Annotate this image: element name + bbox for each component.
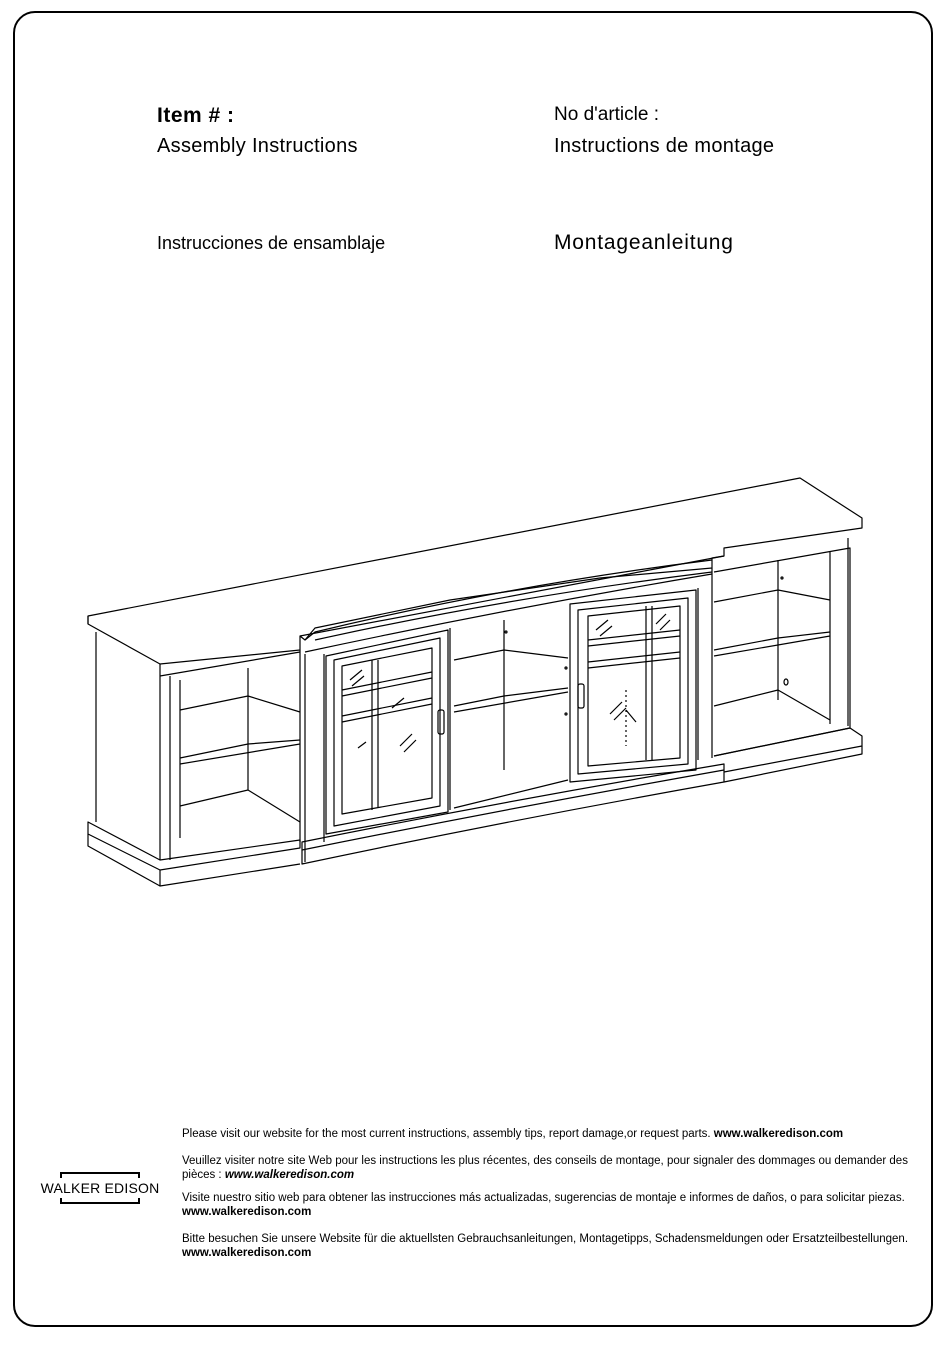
footer-text-de: Bitte besuchen Sie unsere Website für die aktuellsten Gebrauchsanleitungen, Montagetipps, Schadensmeldungen oder Ersatzteilbestellungen. <box>182 1233 909 1245</box>
footer-notice-de <box>182 1232 910 1260</box>
assembly-instructions-en: Assembly Instructions <box>157 135 358 157</box>
footer-notice-es <box>182 1191 910 1219</box>
footer-notice-fr <box>182 1154 910 1182</box>
footer-url-fr[interactable]: www.walkeredison.com <box>224 1169 355 1181</box>
logo-top-rule <box>60 1172 140 1174</box>
item-number-label: Item # : <box>157 104 235 127</box>
logo-text: WALKER EDISON <box>40 1180 160 1196</box>
footer-url-en[interactable]: www.walkeredison.com <box>713 1128 844 1140</box>
assembly-instructions-de: Montageanleitung <box>554 231 734 254</box>
footer-url-es[interactable]: www.walkeredison.com <box>182 1206 312 1218</box>
footer-notice-en <box>182 1127 910 1141</box>
footer-text-es: Visite nuestro sitio web para obtener las instrucciones más actualizadas, sugerencias de montaje e informes de daños, o para solicitar piezas. <box>182 1192 905 1204</box>
footer-text-en: Please visit our website for the most current instructions, assembly tips, report damage,or request parts. <box>182 1128 714 1140</box>
footer-text-fr: Veuillez visiter notre site Web pour les instructions les plus récentes, des conseils de montage, pour signaler des dommages ou demander des pièces : <box>182 1155 908 1181</box>
walker-edison-logo <box>40 1172 160 1206</box>
logo-tick-left-top <box>60 1172 62 1178</box>
logo-bottom-rule <box>60 1202 140 1204</box>
assembly-instructions-fr: Instructions de montage <box>554 135 775 157</box>
item-number-label-fr: No d'article : <box>554 104 660 125</box>
logo-tick-right-top <box>138 1172 140 1178</box>
assembly-instructions-es: Instrucciones de ensamblaje <box>157 233 386 253</box>
tv-stand-illustration <box>80 470 870 890</box>
footer-url-de[interactable]: www.walkeredison.com <box>182 1247 312 1259</box>
